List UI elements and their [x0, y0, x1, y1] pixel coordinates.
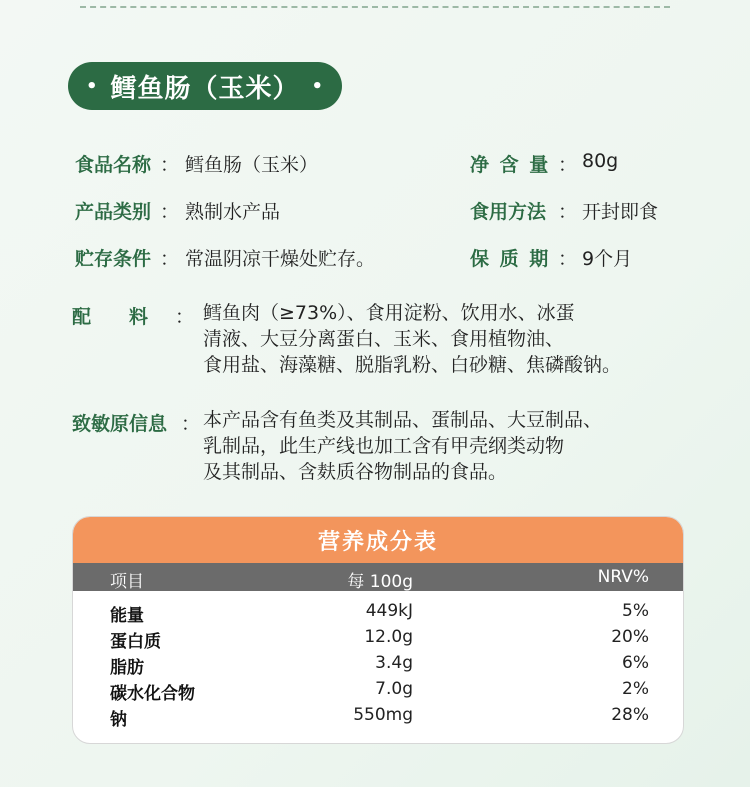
- allergen-line: 本产品含有鱼类及其制品、蛋制品、大豆制品、: [203, 409, 603, 431]
- net-colon: ：: [558, 154, 578, 176]
- category-colon: ：: [160, 201, 180, 223]
- table-row: [73, 675, 683, 704]
- nutrition-table-title: 营养成分表: [73, 517, 683, 563]
- allergen-label: 致敏原信息: [72, 413, 168, 435]
- row-nrv: 6%: [622, 653, 649, 673]
- header-nrv: NRV%: [597, 567, 649, 587]
- nutrition-table-header: [73, 563, 683, 591]
- row-amount: 550mg: [353, 705, 413, 725]
- name-label: 食品名称: [75, 154, 152, 176]
- table-row: [73, 701, 683, 730]
- storage-colon: ：: [160, 248, 180, 270]
- row-nrv: 2%: [622, 679, 649, 699]
- category-label: 产品类别: [75, 201, 152, 223]
- usage-colon: ：: [558, 201, 578, 223]
- product-title-badge: [68, 62, 342, 110]
- header-per-100g: 每 100g: [347, 572, 413, 592]
- net-value: 80g: [582, 150, 619, 172]
- row-item: 碳水化合物: [110, 684, 195, 704]
- row-amount: 449kJ: [365, 601, 413, 621]
- allergen-line: 及其制品、含麸质谷物制品的食品。: [203, 461, 508, 483]
- row-nrv: 20%: [611, 627, 649, 647]
- row-item: 能量: [110, 606, 144, 626]
- table-row: [73, 597, 683, 626]
- storage-value: 常温阴凉干燥处贮存。: [185, 248, 376, 270]
- product-title: 鳕鱼肠（玉米）: [110, 73, 300, 104]
- row-nrv: 5%: [622, 601, 649, 621]
- row-amount: 12.0g: [364, 627, 413, 647]
- net-label: 净 含 量: [470, 154, 551, 176]
- category-value: 熟制水产品: [185, 201, 281, 223]
- row-item: 蛋白质: [110, 632, 161, 652]
- ingredients-colon: ：: [175, 306, 195, 328]
- top-dashed-divider: [80, 6, 670, 8]
- nutrition-table-body: [73, 591, 683, 730]
- table-row: [73, 623, 683, 652]
- usage-label: 食用方法: [470, 201, 547, 223]
- name-colon: ：: [160, 154, 180, 176]
- title-dot-right: •: [311, 75, 325, 97]
- ingredients-label: 配 料: [72, 306, 149, 328]
- ingredients-text: [203, 300, 668, 378]
- row-amount: 7.0g: [375, 679, 413, 699]
- header-item: 项目: [110, 572, 144, 592]
- usage-value: 开封即食: [582, 201, 659, 223]
- shelf-value: 9个月: [582, 248, 633, 270]
- allergen-colon: ：: [181, 413, 201, 435]
- allergen-line: 乳制品，此生产线也加工含有甲壳纲类动物: [203, 435, 565, 457]
- allergen-text: [203, 407, 668, 485]
- name-value: 鳕鱼肠（玉米）: [185, 154, 319, 176]
- ingredients-line: 清液、大豆分离蛋白、玉米、食用植物油、: [203, 328, 565, 350]
- shelf-colon: ：: [558, 248, 578, 270]
- row-nrv: 28%: [611, 705, 649, 725]
- row-item: 钠: [110, 710, 127, 730]
- row-amount: 3.4g: [375, 653, 413, 673]
- table-row: [73, 649, 683, 678]
- nutrition-table: [72, 516, 684, 744]
- ingredients-line: 食用盐、海藻糖、脱脂乳粉、白砂糖、焦磷酸钠。: [203, 354, 622, 376]
- title-dot-left: •: [85, 75, 99, 97]
- shelf-label: 保 质 期: [470, 248, 551, 270]
- storage-label: 贮存条件: [75, 248, 152, 270]
- row-item: 脂肪: [110, 658, 144, 678]
- ingredients-line: 鳕鱼肉（≥73%）、食用淀粉、饮用水、冰蛋: [203, 302, 575, 324]
